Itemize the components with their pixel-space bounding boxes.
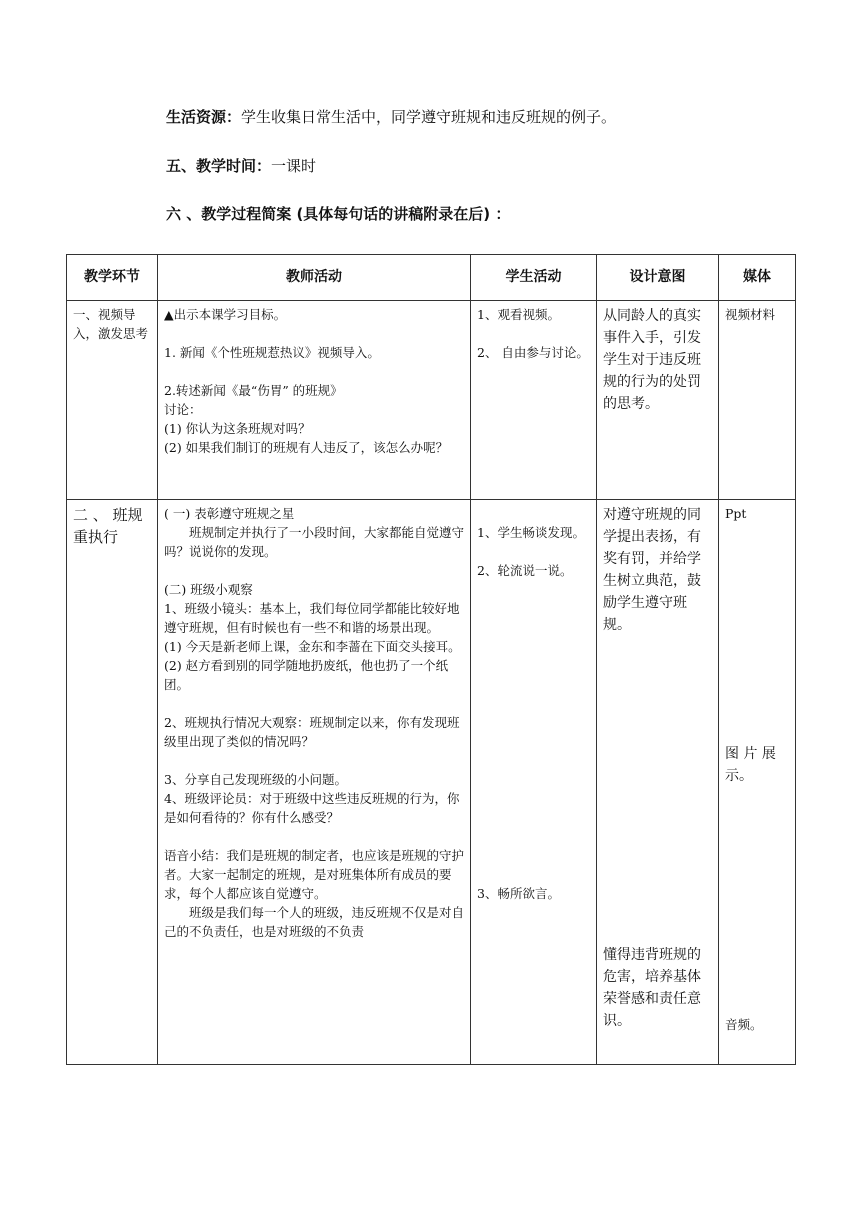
table-row	[67, 500, 796, 1065]
process-title: 六 、教学过程简案 (具体每句话的讲稿附录在后) ：	[166, 205, 511, 223]
teacher-text: 3、分享自己发现班级的小问题。	[164, 772, 347, 787]
teacher-text: ( 一) 表彰遵守班规之星	[164, 506, 295, 521]
student-text: 2、轮流说一说。	[477, 563, 573, 578]
teacher-text: 2、班规执行情况大观察：班规制定以来，你有发现班级里出现了类似的情况吗？	[164, 715, 460, 749]
teacher-activity-cell	[158, 301, 471, 500]
life-resources-line	[166, 106, 616, 127]
header-design-intent: 设计意图	[597, 255, 719, 301]
teacher-text: (2) 赵方看到别的同学随地扔废纸，他也扔了一个纸团。	[164, 658, 449, 692]
teacher-text: 1、班级小镜头：基本上，我们每位同学都能比较好地遵守班规，但有时候也有一些不和谐的场景出现。	[164, 601, 460, 635]
media-text: 图 片 展示。	[725, 746, 776, 784]
teacher-text: 1. 新闻《个性班规惹热议》视频导入。	[164, 345, 380, 360]
intent-text: 对遵守班规的同学提出表扬，有奖有罚，并给学生树立典范，鼓励学生遵守班规。	[603, 507, 701, 633]
intent-text: 懂得违背班规的危害，培养基体荣誉感和责任意识。	[603, 947, 701, 1029]
teacher-text: (1) 你认为这条班规对吗？	[164, 421, 311, 436]
header-teacher-activity: 教师活动	[158, 255, 471, 301]
media-cell: 视频材料	[719, 301, 796, 500]
teacher-text: 2.转述新闻《最“伤胃” 的班规》	[164, 383, 343, 398]
student-text: 3、畅所欲言。	[477, 886, 560, 901]
teacher-text: 4、班级评论员：对于班级中这些违反班规的行为，你是如何看待的？你有什么感受？	[164, 791, 460, 825]
media-text: 音频。	[725, 1017, 763, 1032]
student-text: 2、 自由参与讨论。	[477, 345, 589, 360]
media-cell	[719, 500, 796, 1065]
table-header-row	[67, 255, 796, 301]
student-activity-cell	[471, 301, 597, 500]
stage-cell: 一、视频导入，激发思考	[67, 301, 158, 500]
design-intent-cell	[597, 500, 719, 1065]
media-text: Ppt	[725, 506, 747, 521]
teaching-time-text: 一课时	[271, 157, 317, 175]
teaching-process-table	[66, 254, 796, 1065]
teacher-text: 讨论：	[164, 402, 202, 417]
teacher-text: 语音小结：我们是班规的制定者，也应该是班规的守护者。大家一起制定的班规，是对班集体所有成员的要求，每个人都应该自觉遵守。	[164, 848, 465, 901]
header-media: 媒体	[719, 255, 796, 301]
header-student-activity: 学生活动	[471, 255, 597, 301]
stage-cell: 二 、 班规重执行	[67, 500, 158, 1065]
teacher-text: 班级是我们每一个人的班级，违反班规不仅是对自己的不负责任，也是对班级的不负责	[164, 905, 465, 939]
life-resources-text: 学生收集日常生活中，同学遵守班规和违反班规的例子。	[241, 108, 617, 126]
student-text: 1、学生畅谈发现。	[477, 525, 585, 540]
teacher-text: ▲出示本课学习目标。	[164, 307, 287, 322]
life-resources-label: 生活资源：	[166, 108, 242, 126]
teaching-time-line	[166, 155, 316, 176]
teaching-time-label: 五、教学时间：	[166, 157, 272, 175]
teacher-activity-cell	[158, 500, 471, 1065]
header-stage: 教学环节	[67, 255, 158, 301]
student-activity-cell	[471, 500, 597, 1065]
teacher-text: 班规制定并执行了一小段时间，大家都能自觉遵守吗？说说你的发现。	[164, 525, 465, 559]
table-row	[67, 301, 796, 500]
teacher-text: (二) 班级小观察	[164, 582, 253, 597]
teacher-text: (2) 如果我们制订的班规有人违反了，该怎么办呢？	[164, 440, 449, 455]
teacher-text: (1) 今天是新老师上课，金东和李蔷在下面交头接耳。	[164, 639, 461, 654]
student-text: 1、观看视频。	[477, 307, 560, 322]
design-intent-cell: 从同龄人的真实事件入手，引发学生对于违反班规的行为的处罚的思考。	[597, 301, 719, 500]
